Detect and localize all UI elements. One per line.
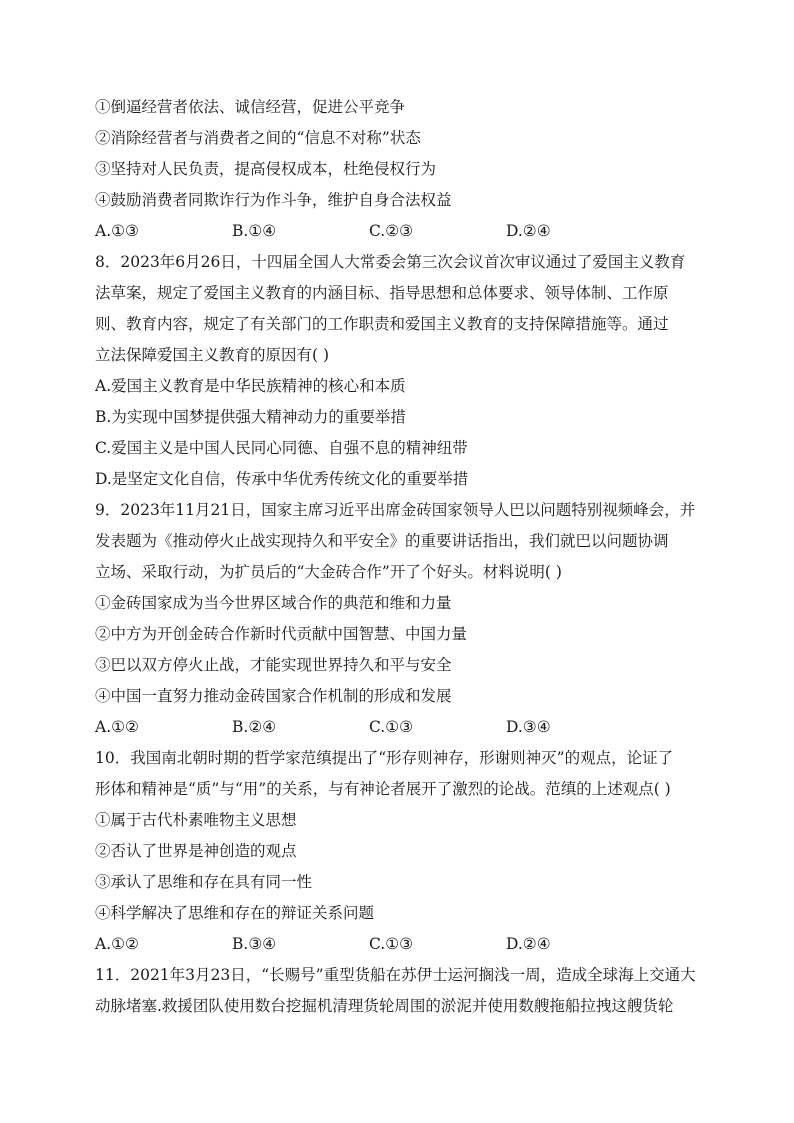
option-d: D.③④	[506, 718, 551, 736]
choice-d: D.是坚定文化自信，传承中华优秀传统文化的重要举措	[95, 470, 469, 488]
question-7-statements	[95, 92, 705, 216]
statement-1: ①金砖国家成为当今世界区域合作的典范和维和力量	[95, 594, 452, 612]
question-8-stem	[95, 247, 705, 371]
stem-line: 则、教育内容，规定了有关部门的工作职责和爱国主义教育的支持保障措施等。通过	[95, 315, 669, 333]
statement-1: ①属于古代朴素唯物主义思想	[95, 811, 297, 829]
stem-line: 动脉堵塞.救援团队使用数台挖掘机清理货轮周围的淤泥并使用数艘拖船拉拽这艘货轮	[95, 997, 674, 1015]
choice-a: A.爱国主义教育是中华民族精神的核心和本质	[95, 377, 406, 395]
option-d: D.②④	[506, 222, 551, 240]
stem-line: 10．我国南北朝时期的哲学家范缜提出了“形存则神存，形谢则神灭”的观点，论证了	[95, 749, 674, 767]
option-b: B.②④	[232, 718, 277, 736]
option-a: A.①②	[95, 935, 139, 953]
stem-line: 发表题为《推动停火止战实现持久和平安全》的重要讲话指出，我们就巴以问题协调	[95, 532, 669, 550]
statement-4: ④鼓励消费者同欺诈行为作斗争，维护自身合法权益	[95, 191, 452, 209]
question-7-options	[95, 216, 705, 247]
stem-line: 形体和精神是“质”与“用”的关系，与有神论者展开了激烈的论战。范缜的上述观点( )	[95, 780, 671, 798]
stem-line: 法草案，规定了爱国主义教育的内涵目标、指导思想和总体要求、领导体制、工作原	[95, 284, 669, 302]
statement-2: ②否认了世界是神创造的观点	[95, 842, 297, 860]
stem-line: 立法保障爱国主义教育的原因有( )	[95, 346, 330, 364]
statement-2: ②消除经营者与消费者之间的“信息不对称”状态	[95, 129, 421, 147]
statement-3: ③巴以双方停火止战，才能实现世界持久和平与安全	[95, 656, 452, 674]
stem-line: 8．2023年6月26日，十四届全国人大常委会第三次会议首次审议通过了爱国主义教育	[95, 253, 686, 271]
choice-b: B.为实现中国梦提供强大精神动力的重要举措	[95, 408, 406, 426]
question-9-stem	[95, 495, 705, 588]
stem-line: 11．2021年3月23日，“长赐号”重型货船在苏伊士运河搁浅一周，造成全球海上交通大	[95, 966, 696, 984]
question-10-options	[95, 929, 705, 960]
option-c: C.①③	[369, 718, 414, 736]
statement-2: ②中方为开创金砖合作新时代贡献中国智慧、中国力量	[95, 625, 468, 643]
option-a: A.①③	[95, 222, 139, 240]
option-d: D.②④	[506, 935, 551, 953]
statement-4: ④科学解决了思维和存在的辩证关系问题	[95, 904, 375, 922]
stem-line: 9．2023年11月21日，国家主席习近平出席金砖国家领导人巴以问题特别视频峰会，并	[95, 501, 696, 519]
option-b: B.①④	[232, 222, 277, 240]
statement-1: ①倒逼经营者依法、诚信经营，促进公平竞争	[95, 98, 406, 116]
statement-4: ④中国一直努力推动金砖国家合作机制的形成和发展	[95, 687, 452, 705]
question-10-statements	[95, 805, 705, 929]
question-10-stem	[95, 743, 705, 805]
question-11-stem	[95, 960, 705, 1022]
choice-c: C.爱国主义是中国人民同心同德、自强不息的精神纽带	[95, 439, 468, 457]
question-9-options	[95, 712, 705, 743]
stem-line: 立场、采取行动，为扩员后的“大金砖合作”开了个好头。材料说明( )	[95, 563, 562, 581]
question-9-statements	[95, 588, 705, 712]
option-c: C.①③	[369, 935, 414, 953]
option-b: B.③④	[232, 935, 277, 953]
question-8-choices	[95, 371, 705, 495]
option-c: C.②③	[369, 222, 414, 240]
exam-page	[95, 92, 705, 1022]
statement-3: ③承认了思维和存在具有同一性	[95, 873, 313, 891]
statement-3: ③坚持对人民负责，提高侵权成本，杜绝侵权行为	[95, 160, 437, 178]
option-a: A.①②	[95, 718, 139, 736]
